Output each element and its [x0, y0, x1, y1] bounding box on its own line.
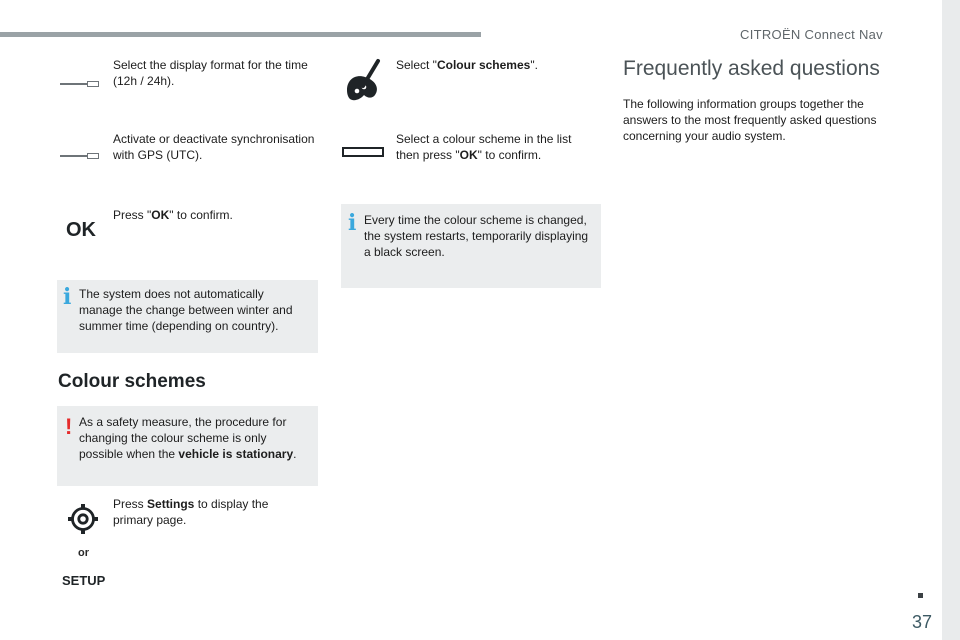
select-scheme-text: Select a colour scheme in the list then press "OK" to confirm. [396, 132, 572, 162]
or-label: or [78, 547, 89, 559]
slider-line-icon [60, 155, 98, 157]
press-ok-text: Press "OK" to confirm. [113, 208, 233, 222]
manual-title: CITROËN Connect Nav [740, 27, 883, 42]
palette-icon [343, 58, 383, 104]
list-bar-icon [342, 147, 384, 157]
header-rule [0, 32, 481, 37]
page-edge-band [942, 0, 960, 640]
info-note [57, 280, 318, 353]
info-note-restart-text: Every time the colour scheme is changed, the system restarts, temporarily displaying a black screen. [364, 213, 589, 259]
press-settings-text: Press Settings to display the primary page. [113, 497, 269, 527]
ok-icon: OK [66, 219, 96, 241]
info-icon: i [348, 210, 357, 236]
select-colour-schemes-text: Select "Colour schemes". [396, 58, 538, 72]
info-icon: i [63, 284, 72, 310]
page-dot-marker [918, 593, 923, 598]
settings-gear-icon [67, 503, 99, 535]
page-number: 37 [912, 612, 933, 632]
gps-sync-text: Activate or deactivate synchronisation with GPS (UTC). [113, 132, 315, 162]
faq-title: Frequently asked questions [623, 57, 880, 80]
setup-label: SETUP [62, 573, 106, 588]
info-note-restart [341, 204, 601, 288]
faq-intro-text: The following information groups together the answers to the most frequently asked questions concerning your audio system. [623, 97, 877, 143]
info-note-text: The system does not automatically manage the change between winter and summer time (depending on country). [79, 287, 293, 333]
time-format-text: Select the display format for the time (12h / 24h). [113, 58, 308, 88]
warning-note-text: As a safety measure, the procedure for changing the colour scheme is only possible when the vehicle is stationary. [79, 415, 297, 461]
warning-icon: ! [65, 414, 73, 439]
warning-note [57, 406, 318, 486]
slider-line-icon [60, 83, 98, 85]
section-title: Colour schemes [58, 371, 206, 392]
